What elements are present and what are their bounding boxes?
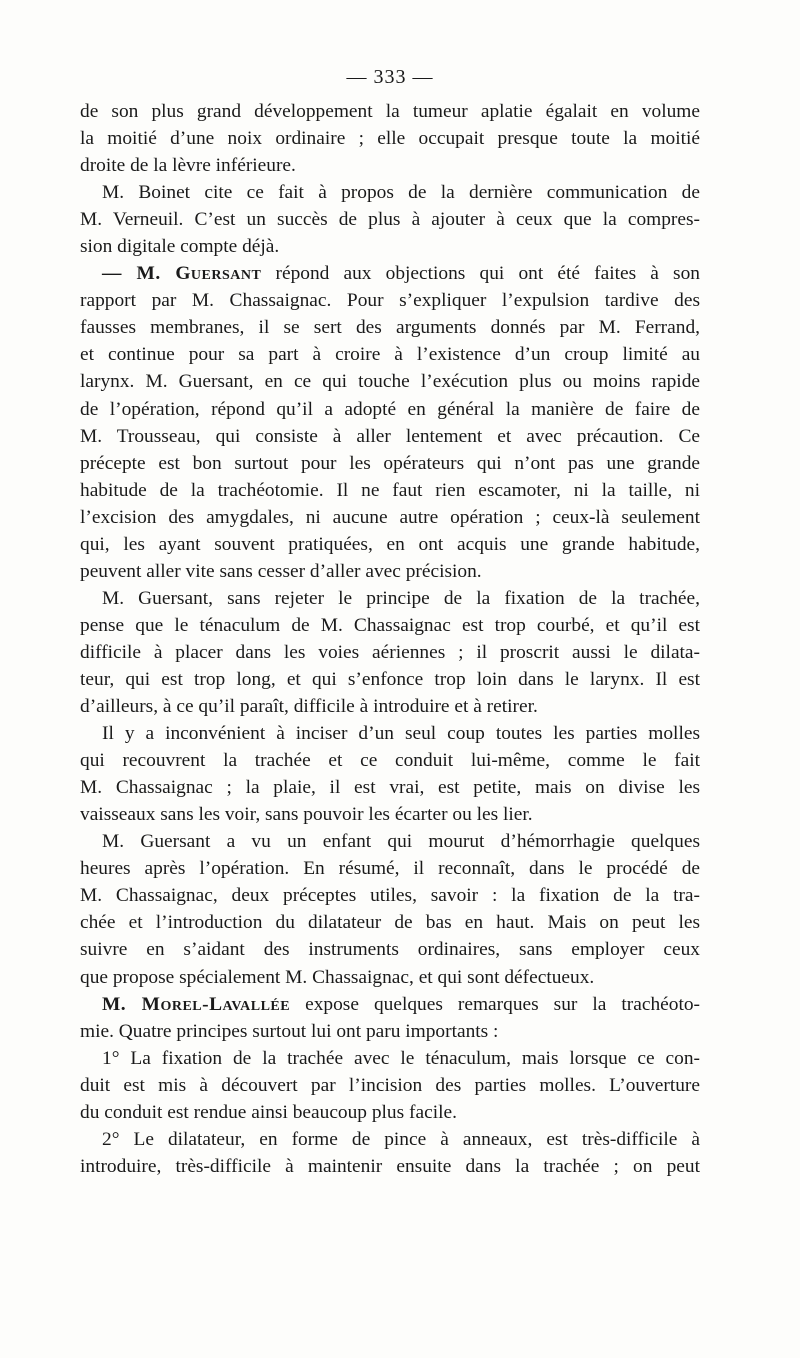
text-line: heures après l’opération. En résumé, il reconnaît, dans le procédé de xyxy=(80,858,700,880)
text-line: M. Morel-Lavallée expose quelques remarques sur la trachéoto- xyxy=(102,993,700,1015)
text-line: sion digitale compte déjà. xyxy=(80,236,280,258)
text-line: pense que le ténaculum de M. Chassaignac est trop courbé, et qu’il est xyxy=(80,614,700,636)
text-line: de son plus grand développement la tumeur aplatie égalait en volume xyxy=(80,101,700,122)
text-line: précepte est bon surtout pour les opérateurs qui n’ont pas une grande xyxy=(80,452,700,474)
speaker-name: — M. Guersant xyxy=(102,263,262,285)
text-line: M. Guersant, sans rejeter le principe de la fixation de la trachée, xyxy=(102,587,700,609)
text-line: suivre en s’aidant des instruments ordinaires, sans employer ceux xyxy=(80,939,700,961)
text-line: mie. Quatre principes surtout lui ont paru importants : xyxy=(80,1020,499,1042)
text-line: du conduit est rendue ainsi beaucoup plus facile. xyxy=(80,1101,457,1123)
text-line: peuvent aller vite sans cesser d’aller avec précision. xyxy=(80,560,482,582)
text-line: vaisseaux sans les voir, sans pouvoir les écarter ou les lier. xyxy=(80,804,533,826)
text-line: droite de la lèvre inférieure. xyxy=(80,155,296,177)
text-line: 1° La fixation de la trachée avec le ténaculum, mais lorsque ce con- xyxy=(102,1047,700,1069)
text-line: qui, les ayant souvent pratiquées, en ont acquis une grande habitude, xyxy=(80,533,700,555)
text-line: introduire, très-difficile à maintenir ensuite dans la trachée ; on peut xyxy=(80,1155,700,1177)
text-line: rapport par M. Chassaignac. Pour s’expliquer l’expulsion tardive des xyxy=(80,290,700,312)
text-line: que propose spécialement M. Chassaignac, et qui sont défectueux. xyxy=(80,966,595,988)
body-text xyxy=(80,98,700,1180)
text-line: qui recouvrent la trachée et ce conduit lui-même, comme le fait xyxy=(80,750,700,772)
speaker-name: M. Morel-Lavallée xyxy=(102,993,291,1015)
text-line: fausses membranes, il se sert des arguments donnés par M. Ferrand, xyxy=(80,317,700,339)
page-number: — 333 — xyxy=(346,66,434,88)
text-line: difficile à placer dans les voies aériennes ; il proscrit aussi le dilata- xyxy=(80,641,700,663)
text-line: — M. Guersant répond aux objections qui ont été faites à son xyxy=(102,263,700,285)
text-line: M. Trousseau, qui consiste à aller lentement et avec précaution. Ce xyxy=(80,425,700,447)
text-line: 2° Le dilatateur, en forme de pince à anneaux, est très-difficile à xyxy=(102,1128,700,1150)
text-line: et continue pour sa part à croire à l’existence d’un croup limité au xyxy=(80,344,700,366)
text-line: de l’opération, répond qu’il a adopté en général la manière de faire de xyxy=(80,398,700,420)
text-line: teur, qui est trop long, et qui s’enfonce trop loin dans le larynx. Il est xyxy=(80,668,700,690)
text-line: l’excision des amygdales, ni aucune autre opération ; ceux-là seulement xyxy=(80,506,700,528)
text-line: Il y a inconvénient à inciser d’un seul coup toutes les parties molles xyxy=(102,723,700,745)
text-line: larynx. M. Guersant, en ce qui touche l’exécution plus ou moins rapide xyxy=(80,371,700,393)
text-line: M. Guersant a vu un enfant qui mourut d’hémorrhagie quelques xyxy=(102,831,700,853)
text-line: chée et l’introduction du dilatateur de bas en haut. Mais on peut les xyxy=(80,912,700,934)
text-line: M. Chassaignac, deux préceptes utiles, savoir : la fixation de la tra- xyxy=(80,885,700,907)
text-line: d’ailleurs, à ce qu’il paraît, difficile à introduire et à retirer. xyxy=(80,696,538,718)
text-line: M. Chassaignac ; la plaie, il est vrai, est petite, mais on divise les xyxy=(80,777,700,799)
text-line: M. Boinet cite ce fait à propos de la dernière communication de xyxy=(102,182,700,204)
text-line: duit est mis à découvert par l’incision des parties molles. L’ouverture xyxy=(80,1074,700,1096)
text-line: la moitié d’une noix ordinaire ; elle occupait presque toute la moitié xyxy=(80,128,700,150)
text-line: M. Verneuil. C’est un succès de plus à ajouter à ceux que la compres- xyxy=(80,209,700,231)
text-line: habitude de la trachéotomie. Il ne faut rien escamoter, ni la taille, ni xyxy=(80,479,700,501)
